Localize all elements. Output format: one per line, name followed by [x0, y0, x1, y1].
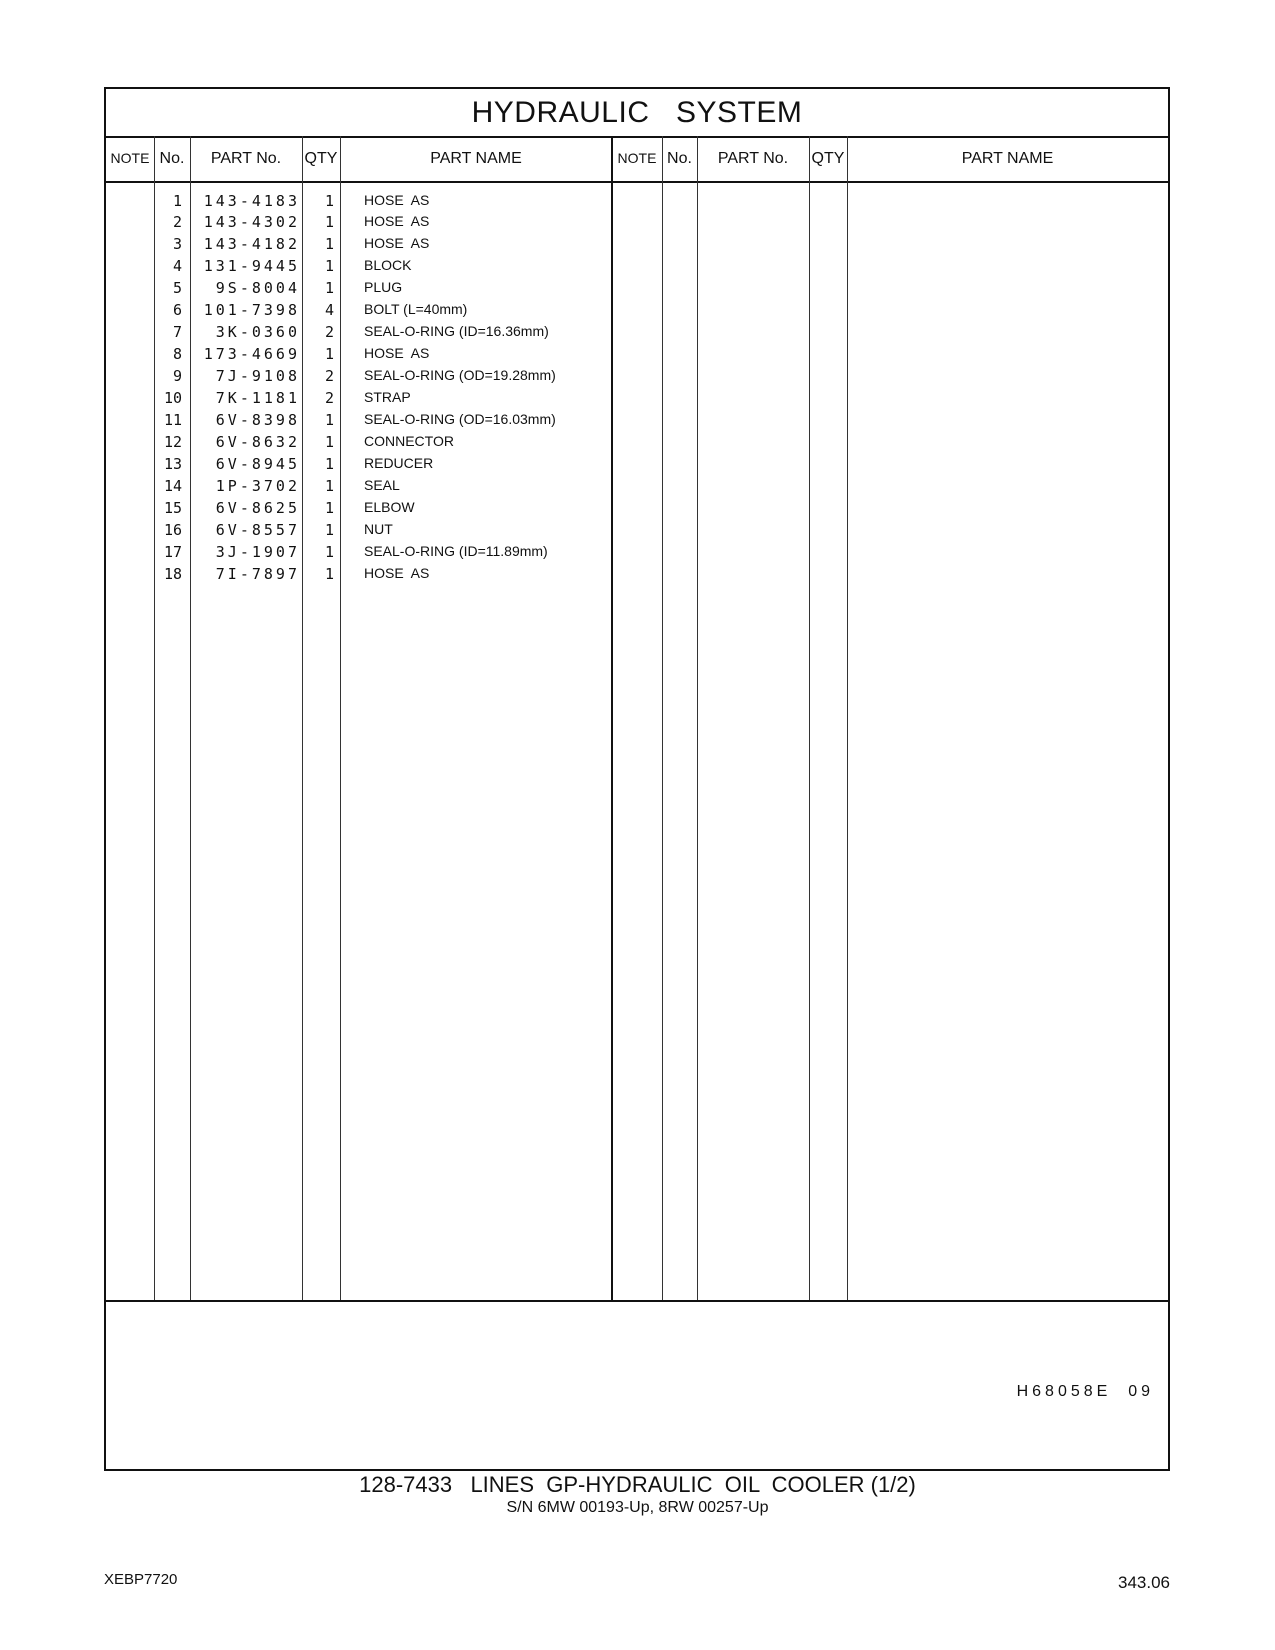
- part-name: HOSE AS: [364, 345, 430, 361]
- quantity: 1: [324, 192, 334, 210]
- item-number: 11: [163, 411, 182, 429]
- header-note-left: NOTE: [110, 150, 150, 166]
- part-name: SEAL: [364, 477, 400, 493]
- part-number: 3K-0360: [215, 323, 300, 341]
- table-row: [106, 233, 1168, 255]
- quantity: 2: [324, 367, 334, 385]
- drawing-code: H68058E 09: [1016, 1383, 1154, 1400]
- part-name: BLOCK: [364, 257, 412, 273]
- quantity: 1: [324, 455, 334, 473]
- quantity: 1: [324, 213, 334, 231]
- table-row: [106, 409, 1168, 431]
- item-number: 3: [172, 235, 182, 253]
- table-row: [106, 321, 1168, 343]
- quantity: 1: [324, 543, 334, 561]
- assembly-caption: 128-7433 LINES GP-HYDRAULIC OIL COOLER (1/2): [359, 1472, 916, 1497]
- part-name: HOSE AS: [364, 213, 430, 229]
- quantity: 1: [324, 257, 334, 275]
- quantity: 1: [324, 499, 334, 517]
- item-number: 2: [172, 213, 182, 231]
- part-number: 7I-7897: [215, 565, 300, 583]
- part-number: 131-9445: [203, 257, 300, 275]
- part-number: 143-4183: [203, 192, 300, 210]
- table-row: [106, 255, 1168, 277]
- quantity: 1: [324, 433, 334, 451]
- header-no-left: No.: [159, 150, 185, 167]
- quantity: 1: [324, 411, 334, 429]
- document-id: XEBP7720: [104, 1571, 178, 1588]
- quantity: 1: [324, 279, 334, 297]
- table-row: [106, 277, 1168, 299]
- table-row: [106, 387, 1168, 409]
- part-number: 6V-8632: [215, 433, 300, 451]
- item-number: 8: [172, 345, 182, 363]
- part-name: BOLT (L=40mm): [364, 301, 468, 317]
- part-name: CONNECTOR: [364, 433, 454, 449]
- table-row: [106, 343, 1168, 365]
- part-number: 101-7398: [203, 301, 300, 319]
- part-number: 1P-3702: [215, 477, 300, 495]
- part-name: HOSE AS: [364, 235, 430, 251]
- part-number: 6V-8398: [215, 411, 300, 429]
- quantity: 1: [324, 521, 334, 539]
- item-number: 13: [163, 455, 182, 473]
- quantity: 2: [324, 323, 334, 341]
- part-number: 143-4182: [203, 235, 300, 253]
- quantity: 2: [324, 389, 334, 407]
- item-number: 6: [172, 301, 182, 319]
- header-part-no-left: PART No.: [210, 150, 282, 167]
- quantity: 1: [324, 477, 334, 495]
- item-number: 10: [163, 389, 182, 407]
- item-number: 17: [163, 543, 182, 561]
- table-row: [106, 475, 1168, 497]
- part-name: STRAP: [364, 389, 411, 405]
- part-name: HOSE AS: [364, 192, 430, 208]
- quantity: 1: [324, 235, 334, 253]
- part-name: ELBOW: [364, 499, 415, 515]
- part-number: 7J-9108: [215, 367, 300, 385]
- table-row: [106, 211, 1168, 233]
- table-row: [106, 541, 1168, 563]
- part-name: SEAL-O-RING (OD=16.03mm): [364, 411, 556, 427]
- table-row: [106, 365, 1168, 387]
- item-number: 14: [163, 477, 182, 495]
- table-header: [106, 136, 1168, 183]
- table-row: [106, 431, 1168, 453]
- table-row: [106, 453, 1168, 475]
- table-row: [106, 497, 1168, 519]
- table-row: [106, 519, 1168, 541]
- part-number: 6V-8945: [215, 455, 300, 473]
- header-part-name-right: PART NAME: [961, 150, 1054, 167]
- table-body: [106, 183, 1168, 1302]
- table-row: [106, 563, 1168, 585]
- item-number: 4: [172, 257, 182, 275]
- item-number: 7: [172, 323, 182, 341]
- part-name: SEAL-O-RING (OD=19.28mm): [364, 367, 556, 383]
- part-number: 173-4669: [203, 345, 300, 363]
- serial-range: S/N 6MW 00193-Up, 8RW 00257-Up: [506, 1499, 769, 1516]
- header-note-right: NOTE: [617, 150, 657, 166]
- part-name: HOSE AS: [364, 565, 430, 581]
- item-number: 1: [172, 192, 182, 210]
- item-number: 16: [163, 521, 182, 539]
- table-row: [106, 190, 1168, 212]
- quantity: 1: [324, 565, 334, 583]
- part-number: 6V-8557: [215, 521, 300, 539]
- quantity: 4: [324, 301, 334, 319]
- table-row: [106, 299, 1168, 321]
- part-number: 9S-8004: [215, 279, 300, 297]
- section-title: HYDRAULIC SYSTEM: [106, 89, 1168, 138]
- part-name: NUT: [364, 521, 393, 537]
- part-name: PLUG: [364, 279, 403, 295]
- part-name: SEAL-O-RING (ID=16.36mm): [364, 323, 549, 339]
- item-number: 9: [172, 367, 182, 385]
- part-name: REDUCER: [364, 455, 434, 471]
- parts-table: [104, 87, 1170, 1471]
- part-number: 7K-1181: [215, 389, 300, 407]
- item-number: 18: [163, 565, 182, 583]
- header-qty-right: QTY: [811, 150, 845, 167]
- part-number: 143-4302: [203, 213, 300, 231]
- header-qty-left: QTY: [304, 150, 338, 167]
- item-number: 15: [163, 499, 182, 517]
- item-number: 12: [163, 433, 182, 451]
- part-name: SEAL-O-RING (ID=11.89mm): [364, 543, 548, 559]
- header-no-right: No.: [667, 150, 692, 167]
- part-number: 6V-8625: [215, 499, 300, 517]
- item-number: 5: [172, 279, 182, 297]
- quantity: 1: [324, 345, 334, 363]
- page-number: 343.06: [1118, 1573, 1170, 1592]
- header-part-name-left: PART NAME: [430, 150, 522, 167]
- header-part-no-right: PART No.: [717, 150, 789, 167]
- part-number: 3J-1907: [215, 543, 300, 561]
